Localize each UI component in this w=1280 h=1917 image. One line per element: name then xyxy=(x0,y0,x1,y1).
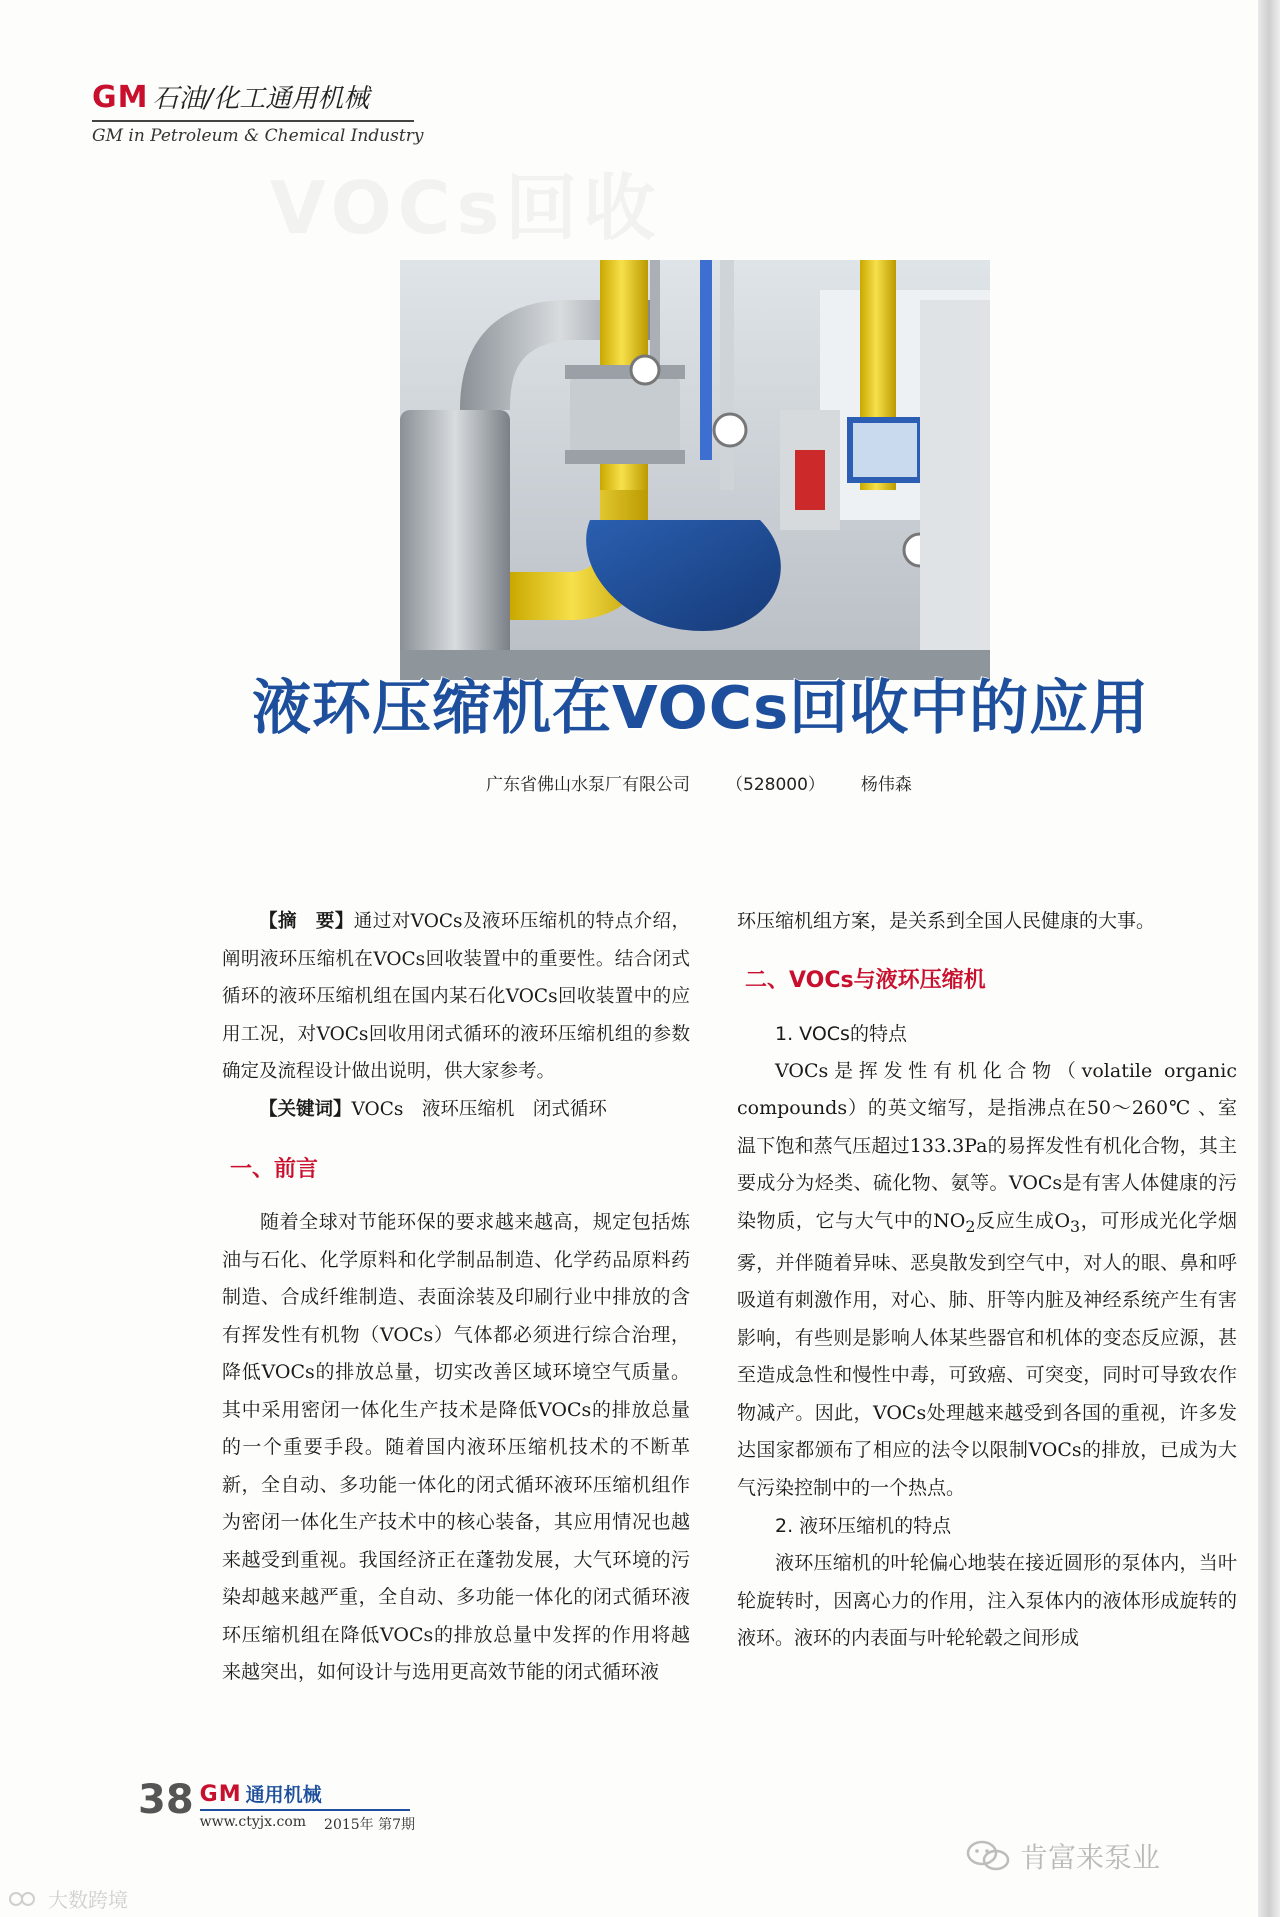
vocs-features-paragraph xyxy=(737,1053,1237,1508)
section-heading-intro: 一、前言 xyxy=(230,1157,319,1182)
vocs-text-part-a: VOCs是挥发性有机化合物（volatile organic compounds）的英文缩写，是指沸点在50～260℃ 、室温下饱和蒸气压超过133.3Pa的易挥发性有机化合物，其主要成分为烃类、硫化物、氨等。VOCs是有害人体健康的污染物质，它与大气中的NO xyxy=(737,1059,1237,1232)
watermark-brand-text: 肯富来泵业 xyxy=(1020,1841,1161,1874)
page-footer xyxy=(138,1777,416,1834)
keywords-text: VOCs 液环压缩机 闭式循环 xyxy=(351,1098,607,1120)
journal-header xyxy=(92,78,423,146)
wechat-watermark xyxy=(966,1836,1160,1876)
abstract-paragraph xyxy=(222,903,690,1091)
footer-rule xyxy=(200,1809,410,1811)
author-byline xyxy=(486,770,912,795)
footer-website: www.ctyjx.com xyxy=(199,1814,307,1830)
wechat-icon xyxy=(966,1839,1010,1873)
footer-magazine-name: 通用机械 xyxy=(245,1784,322,1806)
source-logo-icon xyxy=(8,1888,42,1910)
intro-paragraph: 随着全球对节能环保的要求越来越高，规定包括炼油与石化、化学原料和化学制品制造、化学药品原料药制造、合成纤维制造、表面涂装及印刷行业中排放的含有挥发性有机物（VOCs）气体都必须进行综合治理，降低VOCs的排放总量，切实改善区域环境空气质量。其中采用密闭一体化生产技术是降低VOCs的排放总量的一个重要手段。随着国内液环压缩机技术的不断革新，全自动、多功能一体化的闭式循环液环压缩机组作为密闭一体化生产技术中的核心装备，其应用情况也越来越受到重视。我国经济正在蓬勃发展，大气环境的污染却越来越严重，全自动、多功能一体化的闭式循环液环压缩机组在降低VOCs的排放总量中发挥的作用将越来越突出，如何设计与选用更高效节能的闭式循环液 xyxy=(222,1211,690,1683)
subscript-2: 2 xyxy=(965,1216,976,1236)
right-column xyxy=(737,903,1237,1658)
section-heading-vocs: 二、VOCs与液环压缩机 xyxy=(745,967,986,993)
journal-subtitle: GM in Petroleum & Chemical Industry xyxy=(92,126,424,146)
footer-issue: 2015年 第7期 xyxy=(324,1817,416,1833)
compressor-features-paragraph: 液环压缩机的叶轮偏心地装在接近圆形的泵体内，当叶轮旋转时，因离心力的作用，注入泵体内的液体形成旋转的液环。液环的内表面与叶轮轮毂之间形成 xyxy=(737,1552,1237,1650)
page-number: 38 xyxy=(138,1777,194,1823)
source-watermark-text: 大数跨境 xyxy=(48,1888,128,1912)
header-rule xyxy=(92,120,414,122)
pipework-illustration xyxy=(400,260,990,680)
article-title: 液环压缩机在VOCs回收中的应用 xyxy=(252,673,1150,742)
left-column xyxy=(222,903,690,1692)
subscript-3: 3 xyxy=(1070,1216,1081,1236)
footer-magazine-info xyxy=(200,1780,415,1834)
vocs-text-part-b: 反应生成O xyxy=(975,1209,1071,1232)
abstract-label: 【摘 要】 xyxy=(259,911,354,932)
author-postcode: （528000） xyxy=(726,775,825,795)
gm-logo: GM xyxy=(92,80,149,115)
author-company: 广东省佛山水泵厂有限公司 xyxy=(486,775,690,795)
subheading-compressor-features: 2. 液环压缩机的特点 xyxy=(775,1515,952,1538)
keywords-label: 【关键词】 xyxy=(259,1098,352,1120)
continued-text: 环压缩机组方案，是关系到全国人民健康的大事。 xyxy=(737,910,1156,932)
author-name: 杨伟森 xyxy=(860,775,912,795)
footer-gm-logo: GM xyxy=(199,1782,242,1807)
faded-background-title: VOCs回收 xyxy=(270,166,662,250)
journal-title: 石油/化工通用机械 xyxy=(152,84,370,114)
subheading-vocs-features: 1. VOCs的特点 xyxy=(775,1022,907,1045)
page-spine-shadow xyxy=(1258,0,1280,1917)
compressor-unit-photo xyxy=(400,260,990,680)
source-watermark xyxy=(8,1884,128,1913)
vocs-text-part-c: ，可形成光化学烟雾，并伴随着异味、恶臭散发到空气中，对人的眼、鼻和呼吸道有刺激作用，对心、肺、肝等内脏及神经系统产生有害影响，有些则是影响人体某些器官和机体的变态反应源，甚至造成急性和慢性中毒，可致癌、可突变，同时可导致农作物减产。因此，VOCs处理越来越受到各国的重视，许多发达国家都颁布了相应的法令以限制VOCs的排放，已成为大气污染控制中的一个热点。 xyxy=(737,1209,1237,1499)
keywords-paragraph xyxy=(222,1091,690,1129)
abstract-text: 通过对VOCs及液环压缩机的特点介绍，阐明液环压缩机在VOCs回收装置中的重要性。结合闭式循环的液环压缩机组在国内某石化VOCs回收装置中的应用工况，对VOCs回收用闭式循环的液环压缩机组的参数确定及流程设计做出说明，供大家参考。 xyxy=(222,911,690,1082)
